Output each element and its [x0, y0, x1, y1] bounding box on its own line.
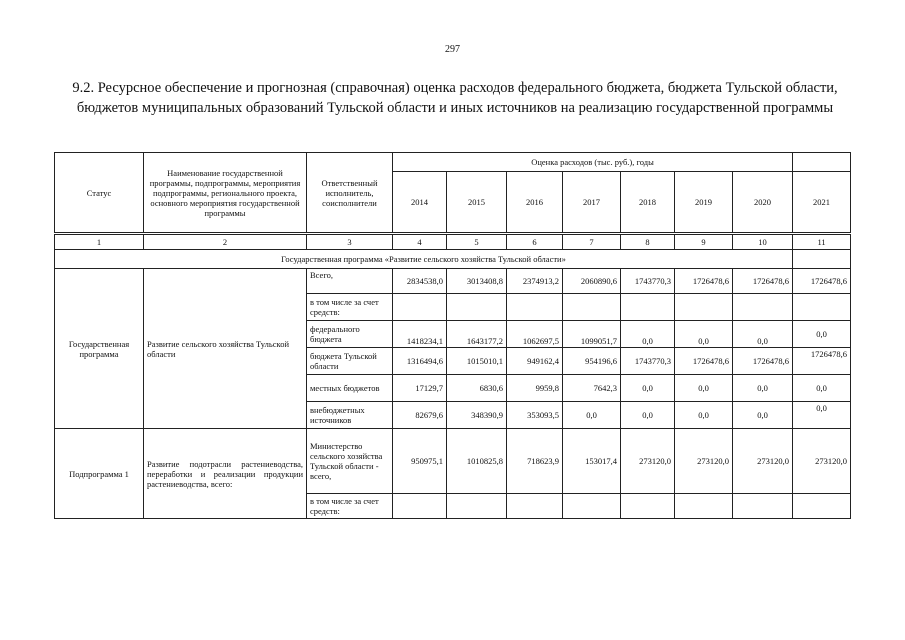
value-cell: [793, 494, 851, 519]
value-cell: [393, 494, 447, 519]
value-cell: [447, 494, 507, 519]
value-cell: [447, 294, 507, 321]
value-cell: 950975,1: [393, 429, 447, 494]
header-year: 2014: [393, 172, 447, 233]
value-cell: 153017,4: [563, 429, 621, 494]
table-row: [55, 429, 851, 494]
value-cell: 1743770,3: [621, 269, 675, 294]
value-cell: 273120,0: [621, 429, 675, 494]
source-label: Министерство сельского хозяйства Тульской области - всего,: [307, 429, 393, 494]
value-cell: 1726478,6: [733, 269, 793, 294]
value-cell: [675, 294, 733, 321]
header-estimate: Оценка расходов (тыс. руб.), годы: [393, 153, 793, 172]
value-cell: 0,0: [675, 402, 733, 429]
value-cell: 1743770,3: [621, 348, 675, 375]
value-cell: 1726478,6: [675, 269, 733, 294]
value-cell: 273120,0: [793, 429, 851, 494]
value-cell: 1418234,1: [393, 321, 447, 348]
column-number-row: [55, 235, 851, 250]
value-cell: 1316494,6: [393, 348, 447, 375]
header-year: 2017: [563, 172, 621, 233]
column-number: 4: [393, 235, 447, 250]
header-status: Статус: [55, 153, 144, 233]
page-number: 297: [445, 44, 460, 55]
program-name: Развитие сельского хозяйства Тульской области: [144, 269, 307, 429]
column-number: 8: [621, 235, 675, 250]
source-label: в том числе за счет средств:: [307, 494, 393, 519]
value-cell: 954196,6: [563, 348, 621, 375]
value-cell: 0,0: [733, 375, 793, 402]
header-year: 2016: [507, 172, 563, 233]
value-cell: 1726478,6: [793, 348, 851, 375]
value-cell: 0,0: [733, 321, 793, 348]
value-cell: [393, 294, 447, 321]
source-label: бюджета Тульской области: [307, 348, 393, 375]
value-cell: 0,0: [793, 402, 851, 429]
subprogram-name: Развитие подотрасли растениеводства, переработки и реализации продукции растениеводства, всего:: [144, 429, 307, 519]
value-cell: 1726478,6: [675, 348, 733, 375]
value-cell: 718623,9: [507, 429, 563, 494]
value-cell: 0,0: [793, 321, 851, 348]
header-year: 2020: [733, 172, 793, 233]
value-cell: 2374913,2: [507, 269, 563, 294]
header-year: 2015: [447, 172, 507, 233]
header-year: 2021: [793, 172, 851, 233]
value-cell: [733, 294, 793, 321]
source-label: внебюджетных источников: [307, 402, 393, 429]
source-label: федерального бюджета: [307, 321, 393, 348]
header-executor: Ответственный исполнитель, соисполнители: [307, 153, 393, 233]
value-cell: 273120,0: [733, 429, 793, 494]
header-year: 2018: [621, 172, 675, 233]
value-cell: 353093,5: [507, 402, 563, 429]
value-cell: [675, 494, 733, 519]
column-number: 2: [144, 235, 307, 250]
value-cell: 9959,8: [507, 375, 563, 402]
value-cell: 0,0: [675, 321, 733, 348]
value-cell: 0,0: [563, 402, 621, 429]
column-number: 9: [675, 235, 733, 250]
source-label: в том числе за счет средств:: [307, 294, 393, 321]
column-number: 1: [55, 235, 144, 250]
source-label: местных бюджетов: [307, 375, 393, 402]
table-row: [55, 269, 851, 294]
value-cell: 0,0: [793, 375, 851, 402]
value-cell: 949162,4: [507, 348, 563, 375]
value-cell: 2060890,6: [563, 269, 621, 294]
value-cell: [621, 494, 675, 519]
value-cell: 0,0: [621, 321, 675, 348]
value-cell: [507, 294, 563, 321]
value-cell: 2834538,0: [393, 269, 447, 294]
value-cell: 17129,7: [393, 375, 447, 402]
header-year: 2019: [675, 172, 733, 233]
value-cell: 1643177,2: [447, 321, 507, 348]
value-cell: 1099051,7: [563, 321, 621, 348]
source-label: Всего,: [307, 269, 393, 294]
header-blank: [793, 153, 851, 172]
value-cell: 7642,3: [563, 375, 621, 402]
value-cell: 1010825,8: [447, 429, 507, 494]
value-cell: 6830,6: [447, 375, 507, 402]
column-number: 6: [507, 235, 563, 250]
program-title-blank: [793, 250, 851, 269]
value-cell: 1726478,6: [793, 269, 851, 294]
value-cell: 1015010,1: [447, 348, 507, 375]
column-number: 5: [447, 235, 507, 250]
value-cell: 273120,0: [675, 429, 733, 494]
budget-table: [54, 152, 851, 519]
value-cell: 0,0: [675, 375, 733, 402]
value-cell: [621, 294, 675, 321]
value-cell: 3013408,8: [447, 269, 507, 294]
value-cell: 1726478,6: [733, 348, 793, 375]
value-cell: 82679,6: [393, 402, 447, 429]
column-number: 3: [307, 235, 393, 250]
value-cell: [733, 494, 793, 519]
program-status: Государственная программа: [55, 269, 144, 429]
column-number: 10: [733, 235, 793, 250]
value-cell: [793, 294, 851, 321]
value-cell: [563, 494, 621, 519]
header-name: Наименование государственной программы, подпрограммы, мероприятия подпрограммы, регионального проекта, основного мероприятия государственной программы: [144, 153, 307, 233]
value-cell: 0,0: [621, 402, 675, 429]
value-cell: 1062697,5: [507, 321, 563, 348]
value-cell: [507, 494, 563, 519]
column-number: 11: [793, 235, 851, 250]
section-heading: 9.2. Ресурсное обеспечение и прогнозная (справочная) оценка расходов федерального бюджета, бюджета Тульской области, бюджетов муниципальных образований Тульской области и иных источников на реализацию государственной программы: [72, 80, 838, 116]
value-cell: [563, 294, 621, 321]
value-cell: 348390,9: [447, 402, 507, 429]
program-title: Государственная программа «Развитие сельского хозяйства Тульской области»: [55, 250, 793, 269]
column-number: 7: [563, 235, 621, 250]
subprogram-status: Подпрограмма 1: [55, 429, 144, 519]
value-cell: 0,0: [621, 375, 675, 402]
value-cell: 0,0: [733, 402, 793, 429]
